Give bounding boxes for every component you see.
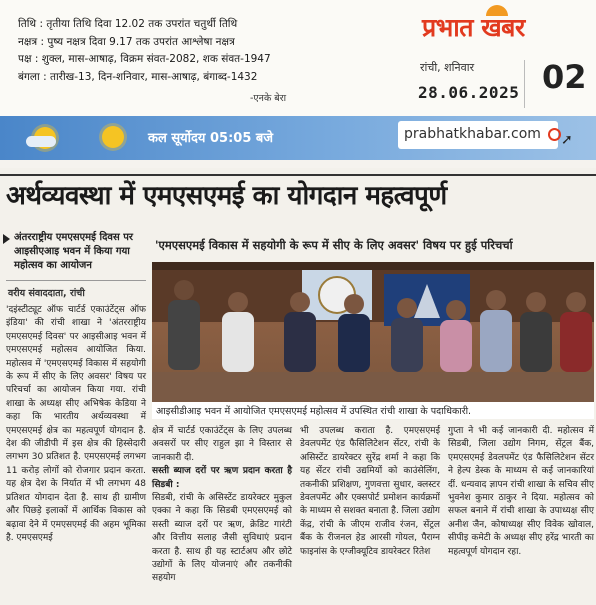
- article-column-1: 'दइंस्टीट्यूट ऑफ चार्टर्ड एकाउंटेंट्स ऑफ इंडिया' की रांची शाखा ने 'अंतरराष्ट्रीय एमएसएमई दिवस' पर आइसीआइ भवन में एमएसएमई महोत्सव आयोजित किया. महोत्सव में 'एमएसएमई विकास में सहयोगी के रूप में सीए के लिए अवसर' विषय पर परिचर्चा का आयोजन किया गया. रांची शाखा के अध्यक्ष सीए अभिषेक केडिया ने कहा कि भारतीय अर्थव्यवस्था में एमएसएमई क्षेत्र का महत्वपूर्ण योगदान है. देश की जीडीपी में इस क्षेत्र की हिस्सेदारी लगभग 30 प्रतिशत है. एमएसएमई लगभग 11 करोड़ लोगों को रोजगार प्रदान करता. यह क्षेत्र देश के निर्यात में भी लगभग 48 प्रतिशत योगदान देता है. साथ ही ग्रामीण और पिछड़े इलाकों में आर्थिक विकास को बढ़ावा देने में एमएसएमई की अहम भूमिका है. एमएसएमई: [6, 305, 146, 543]
- photo-illustration: [152, 262, 594, 402]
- search-icon[interactable]: [548, 128, 561, 141]
- issue-date: 28.06.2025: [418, 83, 520, 102]
- column-2-body: सिडबी, रांची के असिस्टेंट डायरेक्टर मुकुल एक्का ने कहा कि सिडबी एमएसएमई को सस्ती ब्याज दरों पर ऋण, क्रेडिट गारंटी और वित्तीय सलाह जैसी सुविधाएं प्रदान करता है. साथ ही यह स्टार्टअप और छोटे उद्योगों के लिए योजनाएं और तकनीकी सहयोग: [152, 493, 292, 584]
- cloud-icon: [26, 136, 56, 147]
- mouse-cursor-icon: ➚: [561, 132, 573, 148]
- panchang-signature: -एनके बेरा: [250, 93, 287, 104]
- panchang-box: [18, 16, 318, 86]
- dateline: रांची, शनिवार: [420, 61, 475, 74]
- article-column-2: [152, 425, 292, 586]
- newspaper-logo: प्रभात खबर: [422, 13, 525, 42]
- event-photo: [152, 262, 594, 402]
- panchang-tithi: तिथि : तृतीया तिथि दिवा 12.02 तक उपरांत चतुर्थी तिथि: [18, 18, 238, 30]
- panchang-bangla: बंगला : तारीख-13, दिन-शनिवार, मास-आषाढ़, बंगाब्द-1432: [18, 70, 258, 83]
- kicker: अंतरराष्ट्रीय एमएसएमई दिवस पर आइसीएआइ भवन में किया गया महोत्सव का आयोजन: [14, 232, 133, 271]
- article-column-3: भी उपलब्ध कराता है. एमएसएमई डेवलपमेंट एंड फैसिलिटेशन सेंटर, रांची के असिस्टेंट डायरेक्टर सुरेंद्र शर्मा ने कहा कि यह सेंटर रांची उद्यमियों को काउंसेलिंग, तकनीकी प्रशिक्षण, गुणवत्ता सुधार, क्लस्टर डेवलपमेंट और एक्सपोर्ट प्रमोशन कार्यक्रमों के माध्यम से सशक्त बनाता है. जिला उद्योग केंद्र, रांची के जीएम राजीव रंजन, सेंट्रल बैंक के रीजनल हेड आरसी गोयल, पैराग्न फाइनांस के एग्जीक्यूटिव डायरेक्टर रितेश: [300, 426, 440, 557]
- headline: अर्थव्यवस्था में एमएसएमई का योगदान महत्वपूर्ण: [6, 181, 447, 211]
- column-2-intro: क्षेत्र में चार्टर्ड एकाउंटेंट्स के लिए उपलब्ध अवसरों पर सीए राहुल झा ने विस्तार से जानकारी दी.: [152, 426, 292, 463]
- subheadline: 'एमएसएमई विकास में सहयोगी के रूप में सीए के लिए अवसर' विषय पर हुई परिचर्चा: [155, 238, 513, 252]
- website-link[interactable]: prabhatkhabar.com: [404, 126, 541, 142]
- panchang-paksha: पक्ष : शुक्ल, मास-आषाढ़, विक्रम संवत-2082, शक संवत-1947: [18, 53, 271, 65]
- byline: वरीय संवाददाता, रांची: [8, 288, 85, 299]
- header-divider: [524, 60, 525, 108]
- kicker-arrow-icon: [3, 234, 10, 244]
- column-2-subheading: सस्ती ब्याज दरों पर ऋण प्रदान करता है सिडबी :: [152, 466, 292, 490]
- sun-icon: [102, 126, 124, 148]
- article-column-4: गुप्ता ने भी कई जानकारी दी. महोत्सव में सिडबी, जिला उद्योग निगम, सेंट्रल बैंक, एमएसएमई डेवलपमेंट एंड फैसिलिटेशन सेंटर ने हेल्प डेस्क के माध्यम से कई जानकारियां दीं. धन्यवाद ज्ञापन रांची शाखा के सचिव सीए भुवनेश कुमार ठाकुर ने दिया. महोत्सव को सफल बनाने में रांची शाखा के उपाध्यक्ष सीए अनीश जैन, कोषाध्यक्ष सीए विवेक खोवाल, सीपीइ कमेटी के अध्यक्ष सीए हरेंद्र भारती का महत्वपूर्ण योगदान रहा.: [448, 426, 594, 557]
- panchang-nakshatra: नक्षत्र : पुष्य नक्षत्र दिवा 9.17 तक उपरांत आश्लेषा नक्षत्र: [18, 35, 235, 48]
- page-number: 02: [542, 58, 587, 96]
- kicker-rule: [6, 280, 146, 281]
- sunrise-time: कल सूर्योदय 05:05 बजे: [148, 131, 273, 146]
- photo-caption: आइसीडीआइ भवन में आयोजित एमएसएमई महोत्सव में उपस्थित रांची शाखा के पदाधिकारी.: [156, 406, 472, 417]
